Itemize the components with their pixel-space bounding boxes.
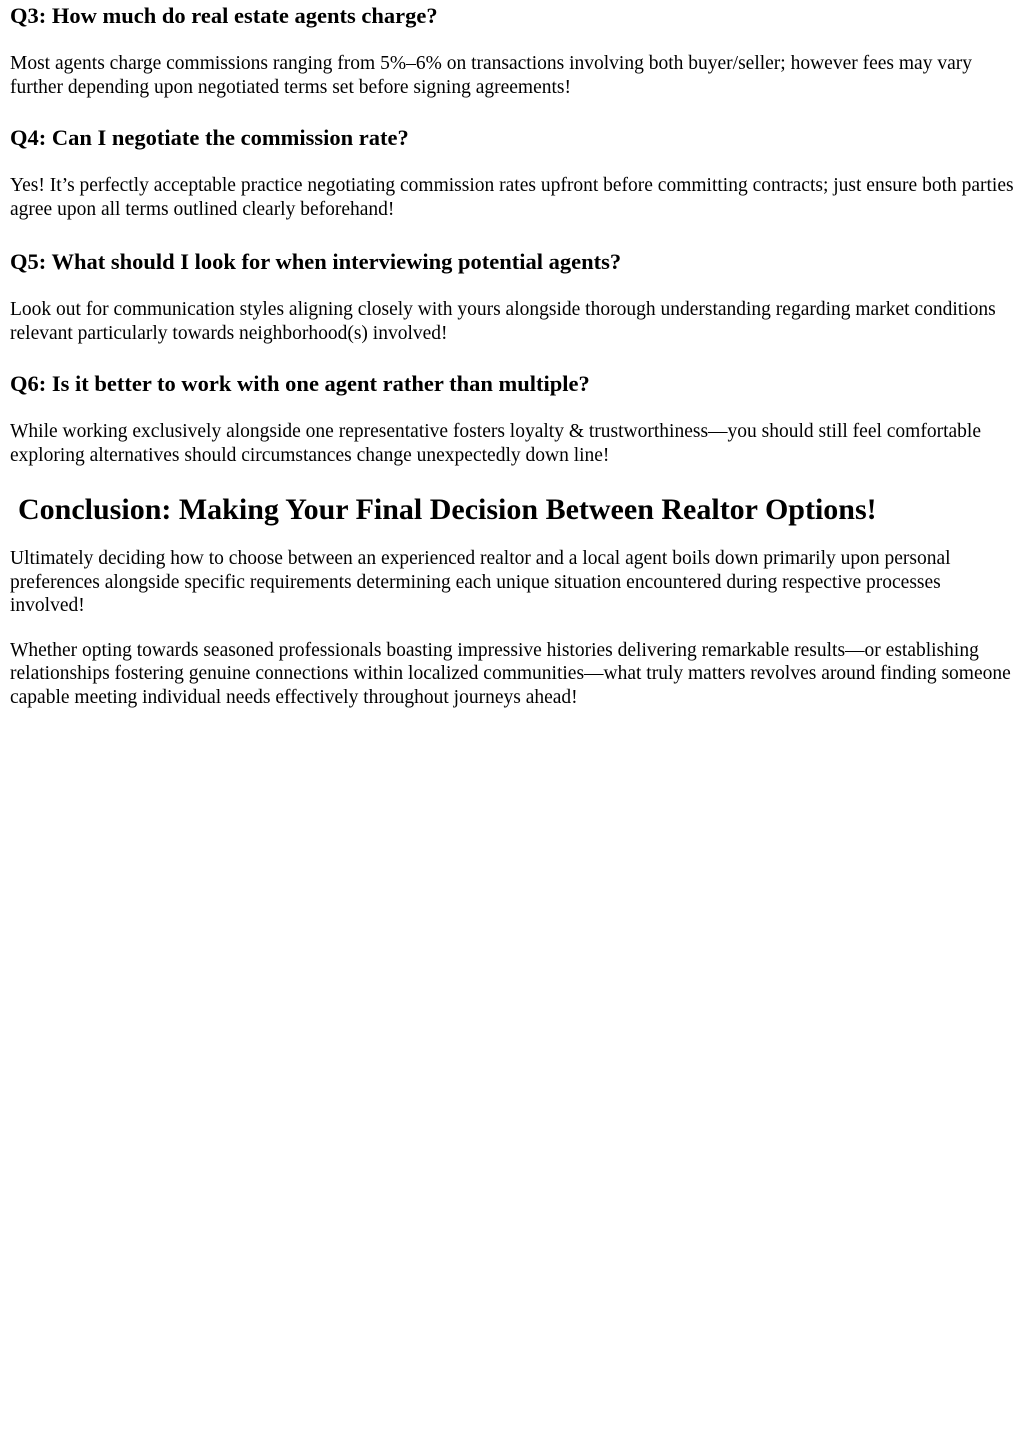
faq-question-q6: Q6: Is it better to work with one agent rather than multiple? xyxy=(10,371,590,396)
faq-question-q5: Q5: What should I look for when interviewing potential agents? xyxy=(10,249,622,274)
faq-question-q3: Q3: How much do real estate agents charge? xyxy=(10,3,438,28)
conclusion-heading: Conclusion: Making Your Final Decision Between Realtor Options! xyxy=(18,493,877,526)
faq-answer-q6: While working exclusively alongside one representative fosters loyalty & trustworthiness—you should still feel comfortable exploring alternatives should circumstances change unexpectedly down line! xyxy=(10,421,981,466)
conclusion-paragraph-2: Whether opting towards seasoned professionals boasting impressive histories delivering remarkable results—or establishing relationships fostering genuine connections within localized communities—what truly matters revolves around finding someone capable meeting individual needs effectively throughout journeys ahead! xyxy=(10,639,1011,708)
faq-answer-q5: Look out for communication styles aligning closely with yours alongside thorough understanding regarding market conditions relevant particularly towards neighborhood(s) involved! xyxy=(10,299,996,344)
article-page xyxy=(0,2,1024,1448)
conclusion-section xyxy=(10,492,1014,709)
faq-question-q4: Q4: Can I negotiate the commission rate? xyxy=(10,125,409,150)
conclusion-paragraph-1: Ultimately deciding how to choose between an experienced realtor and a local agent boils down primarily upon personal preferences alongside specific requirements determining each unique situation encountered during respective processes involved! xyxy=(10,548,951,616)
faq-answer-q3: Most agents charge commissions ranging from 5%–6% on transactions involving both buyer/seller; however fees may vary further depending upon negotiated terms set before signing agreements! xyxy=(10,53,972,98)
faq-section xyxy=(10,2,1014,467)
faq-answer-q4: Yes! It’s perfectly acceptable practice negotiating commission rates upfront before committing contracts; just ensure both parties agree upon all terms outlined clearly beforehand! xyxy=(10,175,1014,220)
